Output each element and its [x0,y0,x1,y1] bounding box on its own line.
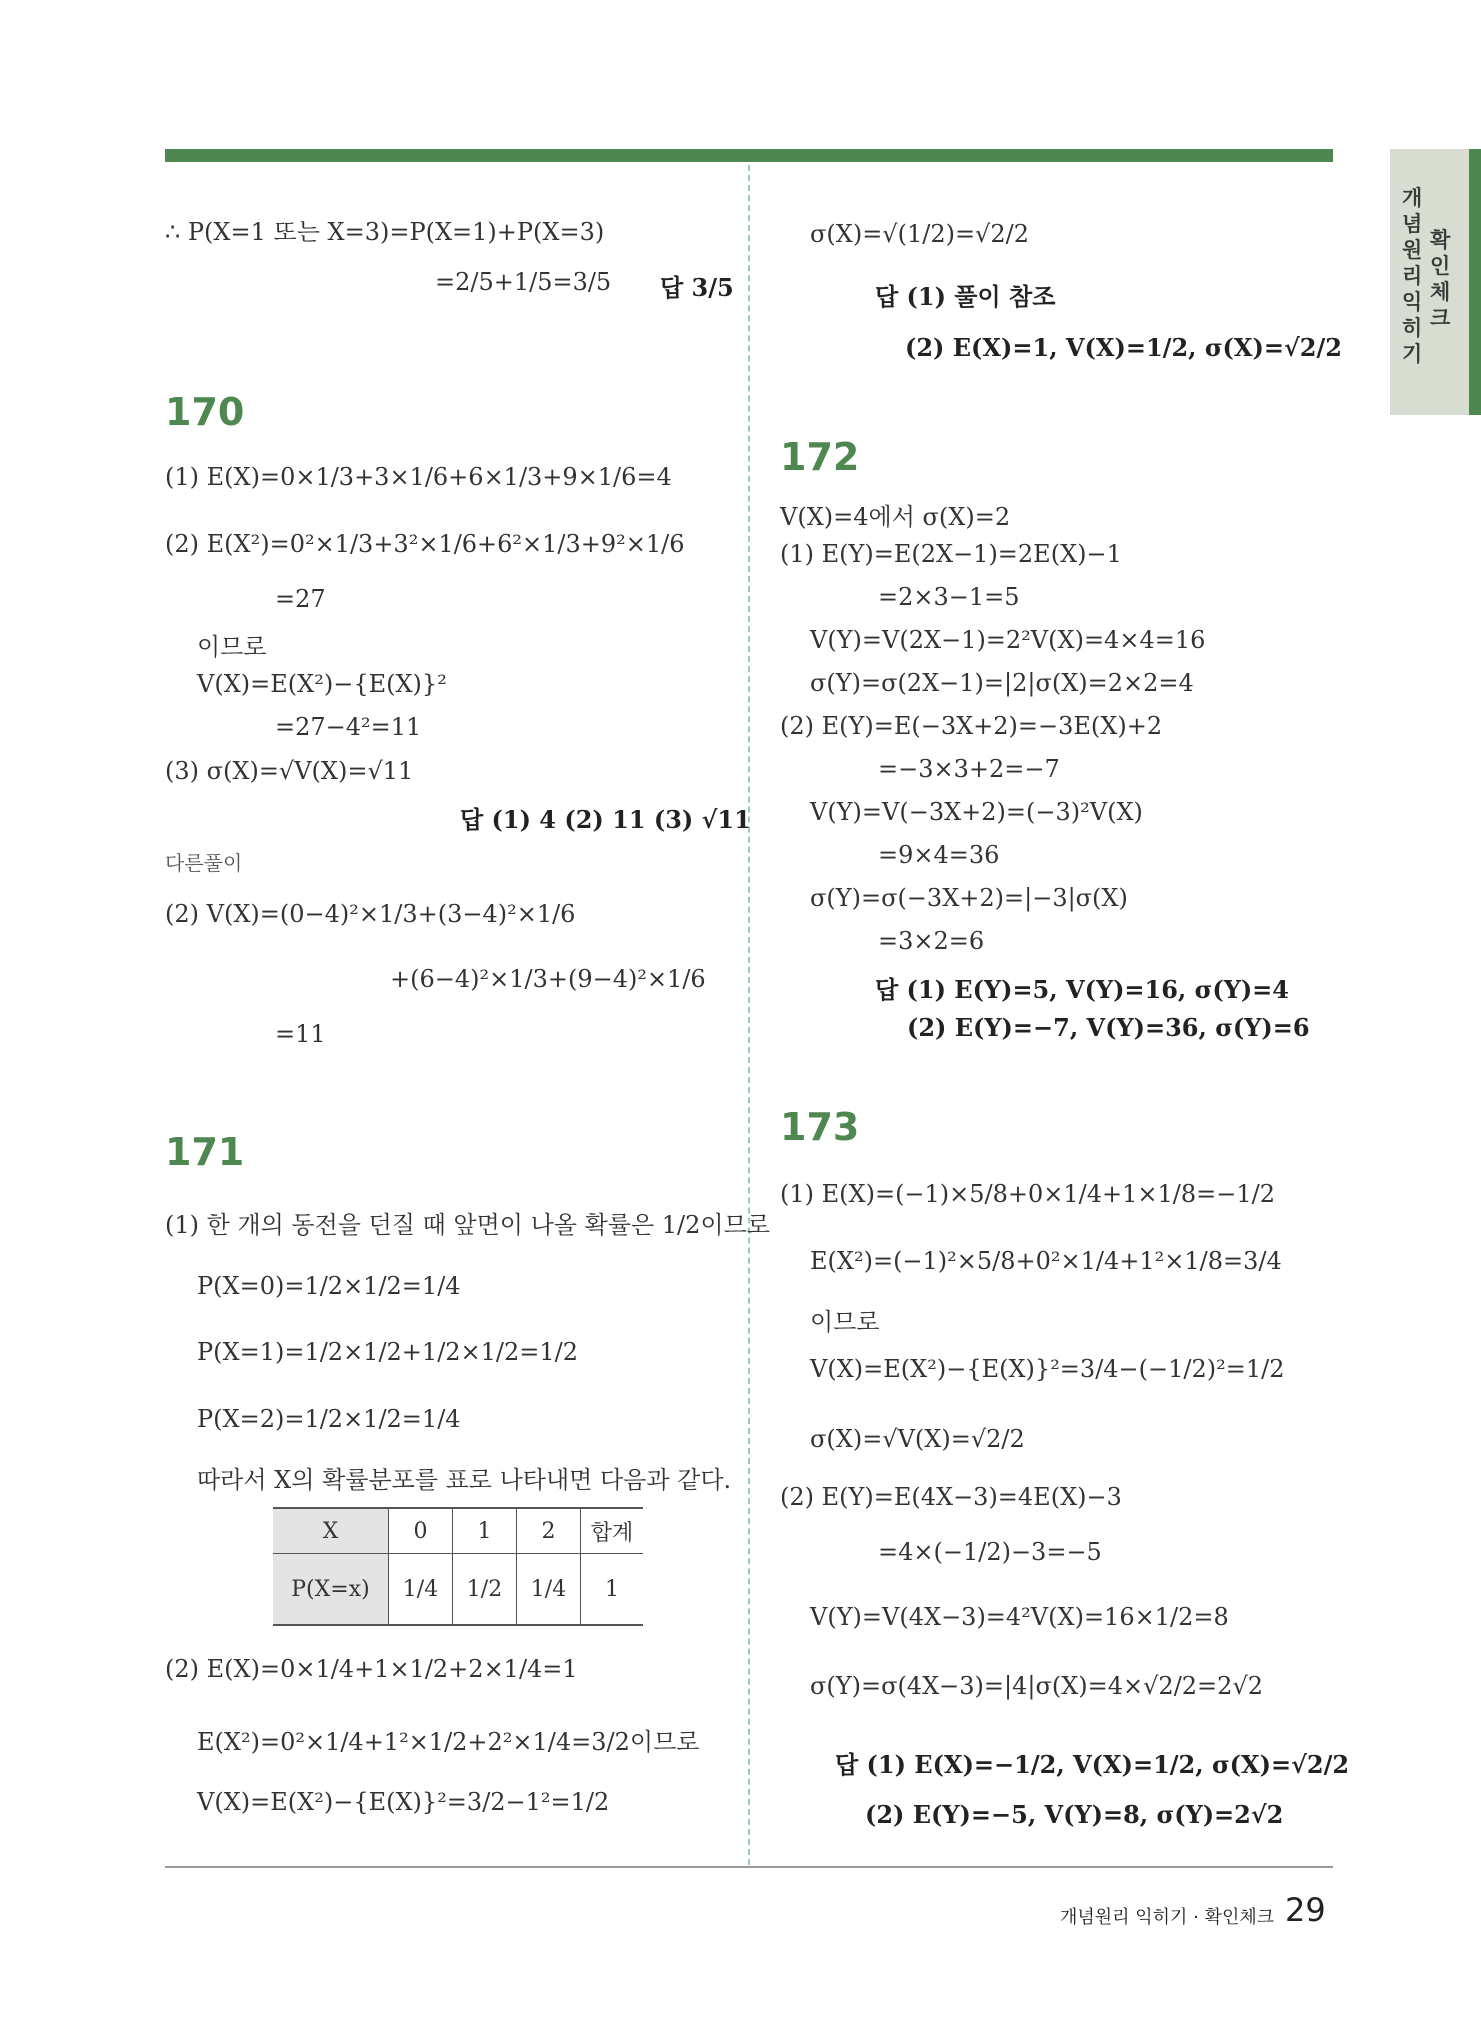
p172-line-9: =9×4=36 [878,841,1000,869]
page-number: 29 [1285,1891,1326,1929]
p171-line-2: P(X=0)=1/2×1/2=1/4 [197,1272,461,1300]
p173-line-6: (2) E(Y)=E(4X−3)=4E(X)−3 [780,1483,1122,1511]
p171-line-6: (2) E(X)=0×1/4+1×1/2+2×1/4=1 [165,1655,578,1683]
problem-number-170: 170 [165,390,245,434]
p172-line-2: (1) E(Y)=E(2X−1)=2E(X)−1 [780,540,1122,568]
p170-line-5: V(X)=E(X²)−{E(X)}² [197,670,447,698]
p172-line-4: V(Y)=V(2X−1)=2²V(X)=4×4=16 [810,626,1206,654]
p170-line-7: (3) σ(X)=√V(X)=√11 [165,757,414,785]
p171-line-5: 따라서 X의 확률분포를 표로 나타내면 다음과 같다. [197,1466,732,1494]
p172-line-10: σ(Y)=σ(−3X+2)=|−3|σ(X) [810,884,1128,912]
p173-line-4: V(X)=E(X²)−{E(X)}²=3/4−(−1/2)²=1/2 [810,1355,1285,1383]
table-cell: 합계 [581,1508,644,1554]
problem-number-173: 173 [780,1105,860,1149]
p170-alt-line-3: =11 [275,1020,326,1048]
side-tab [1390,149,1481,415]
p173-answer-1: 답 (1) E(X)=−1/2, V(X)=1/2, σ(X)=√2/2 [835,1750,1350,1779]
p171-line-3: P(X=1)=1/2×1/2+1/2×1/2=1/2 [197,1338,579,1366]
table-cell: 1/2 [453,1554,517,1626]
problem-number-171: 171 [165,1130,245,1174]
table-cell: 1 [581,1554,644,1626]
p170-line-1: (1) E(X)=0×1/3+3×1/6+6×1/3+9×1/6=4 [165,463,672,491]
right-top-line-1: σ(X)=√(1/2)=√2/2 [810,220,1029,248]
probability-distribution-table [273,1507,643,1626]
p173-line-7: =4×(−1/2)−3=−5 [878,1538,1102,1566]
p173-line-8: V(Y)=V(4X−3)=4²V(X)=16×1/2=8 [810,1603,1229,1631]
table-cell: 1/4 [517,1554,581,1626]
p171-line-4: P(X=2)=1/2×1/2=1/4 [197,1405,461,1433]
footer-label: 개념원리 익히기 · 확인체크 [1060,1907,1275,1928]
p172-line-11: =3×2=6 [878,927,985,955]
table-cell: P(X=x) [273,1554,389,1626]
column-divider [748,165,750,1865]
p171-line-7: E(X²)=0²×1/4+1²×1/2+2²×1/4=3/2이므로 [197,1728,700,1756]
table-header-row [273,1508,643,1554]
p171-line-1: (1) 한 개의 동전을 던질 때 앞면이 나올 확률은 1/2이므로 [165,1211,770,1239]
side-tab-label-1: 개념원리익히기 [1402,186,1423,366]
p173-line-3: 이므로 [810,1308,880,1336]
p170-line-3: =27 [275,585,326,613]
table-cell: X [273,1508,389,1554]
right-top-answer-1: 답 (1) 풀이 참조 [875,282,1056,311]
p172-line-8: V(Y)=V(−3X+2)=(−3)²V(X) [810,798,1143,826]
p172-answer-2: (2) E(Y)=−7, V(Y)=36, σ(Y)=6 [907,1013,1310,1042]
p172-line-6: (2) E(Y)=E(−3X+2)=−3E(X)+2 [780,712,1163,740]
p170-alt-line-2: +(6−4)²×1/3+(9−4)²×1/6 [390,965,706,993]
p170-answer: 답 (1) 4 (2) 11 (3) √11 [460,805,751,834]
table-cell: 0 [389,1508,453,1554]
left-top-line-1: ∴ P(X=1 또는 X=3)=P(X=1)+P(X=3) [165,218,605,246]
problem-number-172: 172 [780,435,860,479]
p172-line-3: =2×3−1=5 [878,583,1020,611]
p173-line-1: (1) E(X)=(−1)×5/8+0×1/4+1×1/8=−1/2 [780,1180,1275,1208]
left-top-answer: 답 3/5 [660,273,734,302]
p173-line-9: σ(Y)=σ(4X−3)=|4|σ(X)=4×√2/2=2√2 [810,1672,1263,1700]
p171-line-8: V(X)=E(X²)−{E(X)}²=3/2−1²=1/2 [197,1788,610,1816]
p170-alt-line-1: (2) V(X)=(0−4)²×1/3+(3−4)²×1/6 [165,900,576,928]
alt-solution-label: 다른풀이 [165,851,243,875]
p173-line-5: σ(X)=√V(X)=√2/2 [810,1425,1025,1453]
table-row [273,1554,643,1626]
p170-line-2: (2) E(X²)=0²×1/3+3²×1/6+6²×1/3+9²×1/6 [165,530,685,558]
left-top-line-2: =2/5+1/5=3/5 [435,268,612,296]
p173-line-2: E(X²)=(−1)²×5/8+0²×1/4+1²×1/8=3/4 [810,1247,1282,1275]
table-cell: 1 [453,1508,517,1554]
p172-line-7: =−3×3+2=−7 [878,755,1060,783]
side-tab-label-2: 확인체크 [1430,228,1451,330]
p170-line-4: 이므로 [197,633,267,661]
table-cell: 2 [517,1508,581,1554]
table-cell: 1/4 [389,1554,453,1626]
p172-line-1: V(X)=4에서 σ(X)=2 [780,503,1011,531]
bottom-rule [165,1866,1333,1868]
p172-answer-1: 답 (1) E(Y)=5, V(Y)=16, σ(Y)=4 [875,975,1289,1004]
right-top-answer-2: (2) E(X)=1, V(X)=1/2, σ(X)=√2/2 [905,333,1342,362]
p172-line-5: σ(Y)=σ(2X−1)=|2|σ(X)=2×2=4 [810,669,1194,697]
top-green-bar [165,149,1333,162]
p170-line-6: =27−4²=11 [275,713,422,741]
p173-answer-2: (2) E(Y)=−5, V(Y)=8, σ(Y)=2√2 [865,1800,1284,1829]
